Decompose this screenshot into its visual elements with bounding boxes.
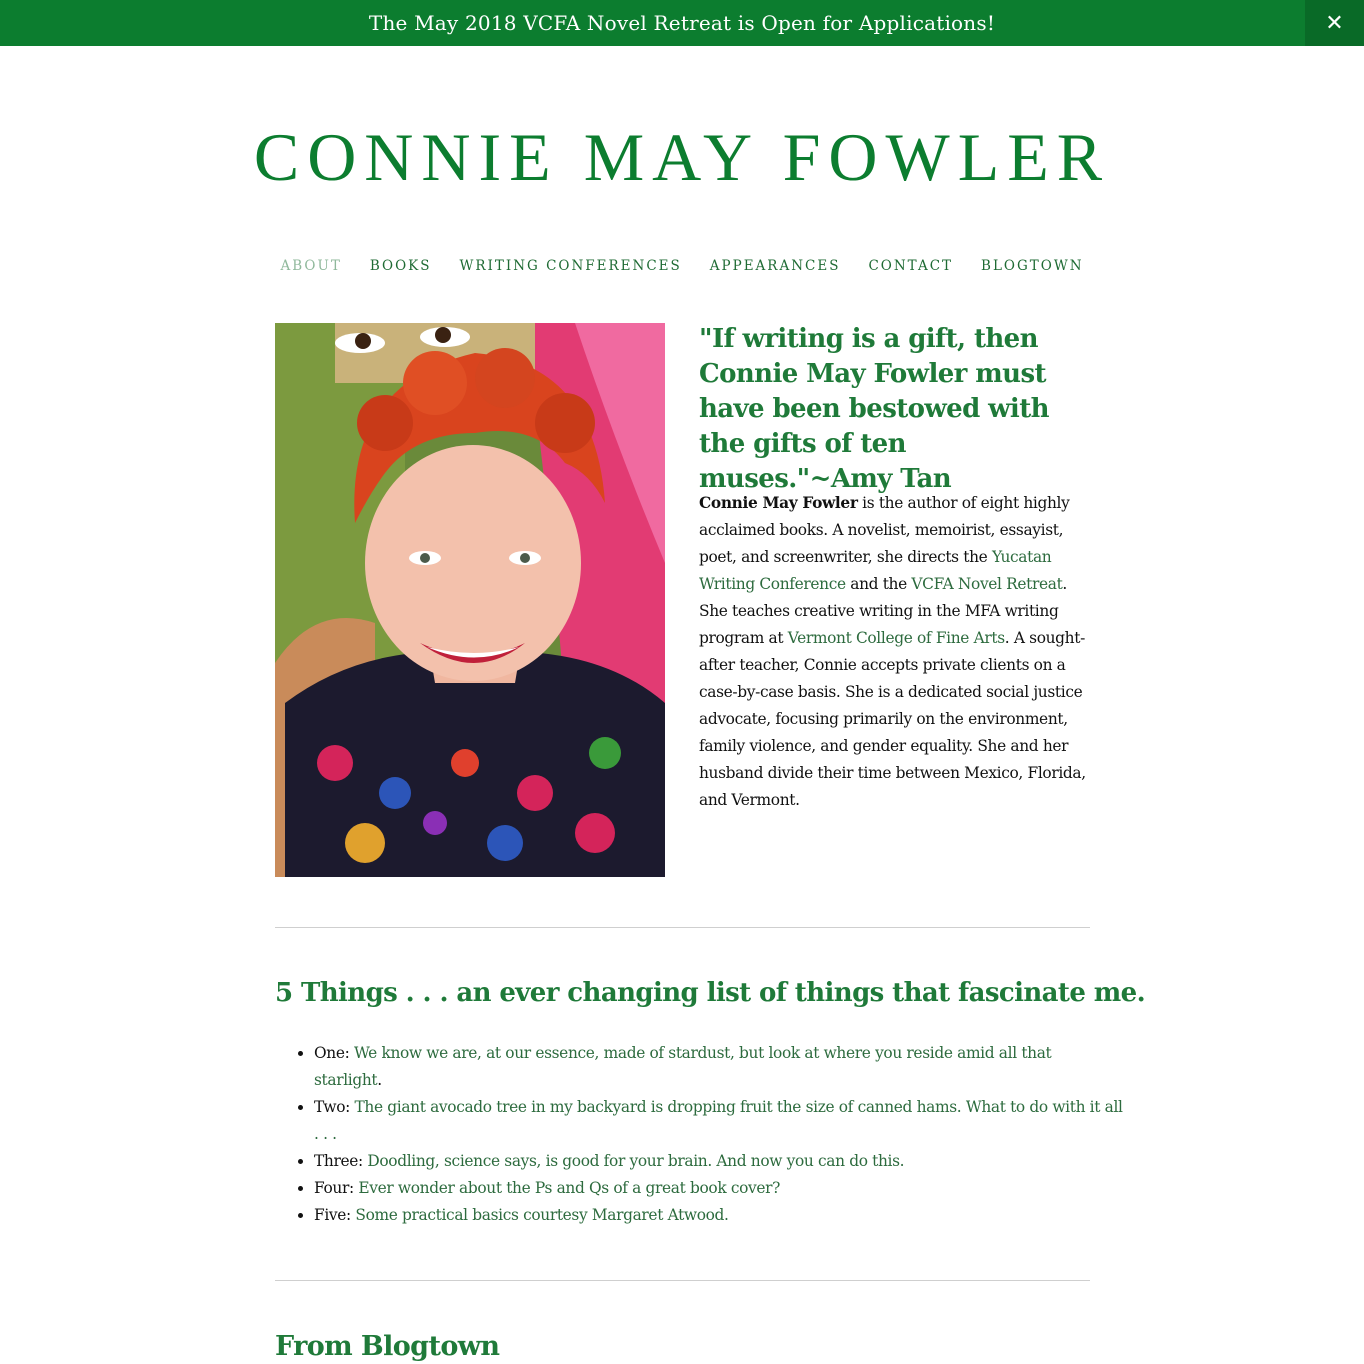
list-item xyxy=(314,1202,1129,1229)
yucatan-conference-link[interactable]: Yucatan Writing Conference xyxy=(699,548,1052,593)
list-item xyxy=(314,1175,1129,1202)
list-item xyxy=(314,1094,1129,1148)
item-link[interactable]: We know we are, at our essence, made of stardust, but look at where you reside amid all that starlight xyxy=(314,1044,1052,1089)
nav-item-blogtown[interactable]: BLOGTOWN xyxy=(981,258,1084,274)
nav-item-writing-conferences[interactable]: WRITING CONFERENCES xyxy=(459,258,682,274)
bio-text-1: is the author of eight highly acclaimed books. A novelist, memoirist, essayist, poet, and screenwriter, she directs the xyxy=(699,494,1070,566)
blogtown-heading: From Blogtown xyxy=(275,1331,500,1362)
vermont-college-link[interactable]: Vermont College of Fine Arts xyxy=(787,629,1005,647)
list-item xyxy=(314,1148,1129,1175)
five-things-heading: 5 Things . . . an ever changing list of things that fascinate me. xyxy=(275,978,1146,1008)
item-prefix: One: xyxy=(314,1044,354,1062)
section-divider xyxy=(275,1280,1090,1281)
bio-text-2: and the xyxy=(845,575,912,593)
list-item xyxy=(314,1040,1129,1094)
section-divider xyxy=(275,927,1090,928)
item-link[interactable]: The giant avocado tree in my backyard is dropping fruit the size of canned hams. What to do with it all . . . xyxy=(314,1098,1123,1143)
author-name: Connie May Fowler xyxy=(699,494,858,512)
bio-text-4: . A sought-after teacher, Connie accepts private clients on a case-by-case basis. She is a dedicated social justice advocate, focusing primarily on the environment, family violence, and gender equality. She and her husband divide their time between Mexico, Florida, and Vermont. xyxy=(699,629,1086,809)
nav-item-books[interactable]: BOOKS xyxy=(369,258,432,274)
author-bio xyxy=(699,490,1089,814)
portrait-image xyxy=(275,323,665,877)
main-nav xyxy=(0,258,1364,274)
nav-item-about[interactable]: ABOUT xyxy=(280,258,342,274)
announcement-text[interactable]: The May 2018 VCFA Novel Retreat is Open for Applications! xyxy=(368,11,996,35)
bio-text-3: . She teaches creative writing in the MFA writing program at xyxy=(699,575,1067,647)
item-link[interactable]: Ever wonder about the Ps and Qs of a great book cover? xyxy=(358,1179,781,1197)
item-link[interactable]: Doodling, science says, is good for your brain. And now you can do this. xyxy=(367,1152,905,1170)
author-portrait xyxy=(275,323,665,877)
nav-item-appearances[interactable]: APPEARANCES xyxy=(709,258,841,274)
five-things-list xyxy=(275,1040,1129,1229)
item-prefix: Three: xyxy=(314,1152,368,1170)
nav-item-contact[interactable]: CONTACT xyxy=(868,258,954,274)
item-link[interactable]: Some practical basics courtesy Margaret Atwood. xyxy=(355,1206,729,1224)
item-suffix: . xyxy=(377,1071,382,1089)
item-prefix: Five: xyxy=(314,1206,356,1224)
item-prefix: Four: xyxy=(314,1179,359,1197)
close-icon[interactable]: ✕ xyxy=(1305,0,1364,46)
site-title[interactable]: CONNIE MAY FOWLER xyxy=(253,119,1111,195)
item-prefix: Two: xyxy=(314,1098,355,1116)
testimonial-quote: "If writing is a gift, then Connie May Fowler must have been bestowed with the gifts of ten muses."~Amy Tan xyxy=(699,324,1049,494)
vcfa-retreat-link[interactable]: VCFA Novel Retreat xyxy=(911,575,1063,593)
announcement-banner xyxy=(0,0,1364,46)
